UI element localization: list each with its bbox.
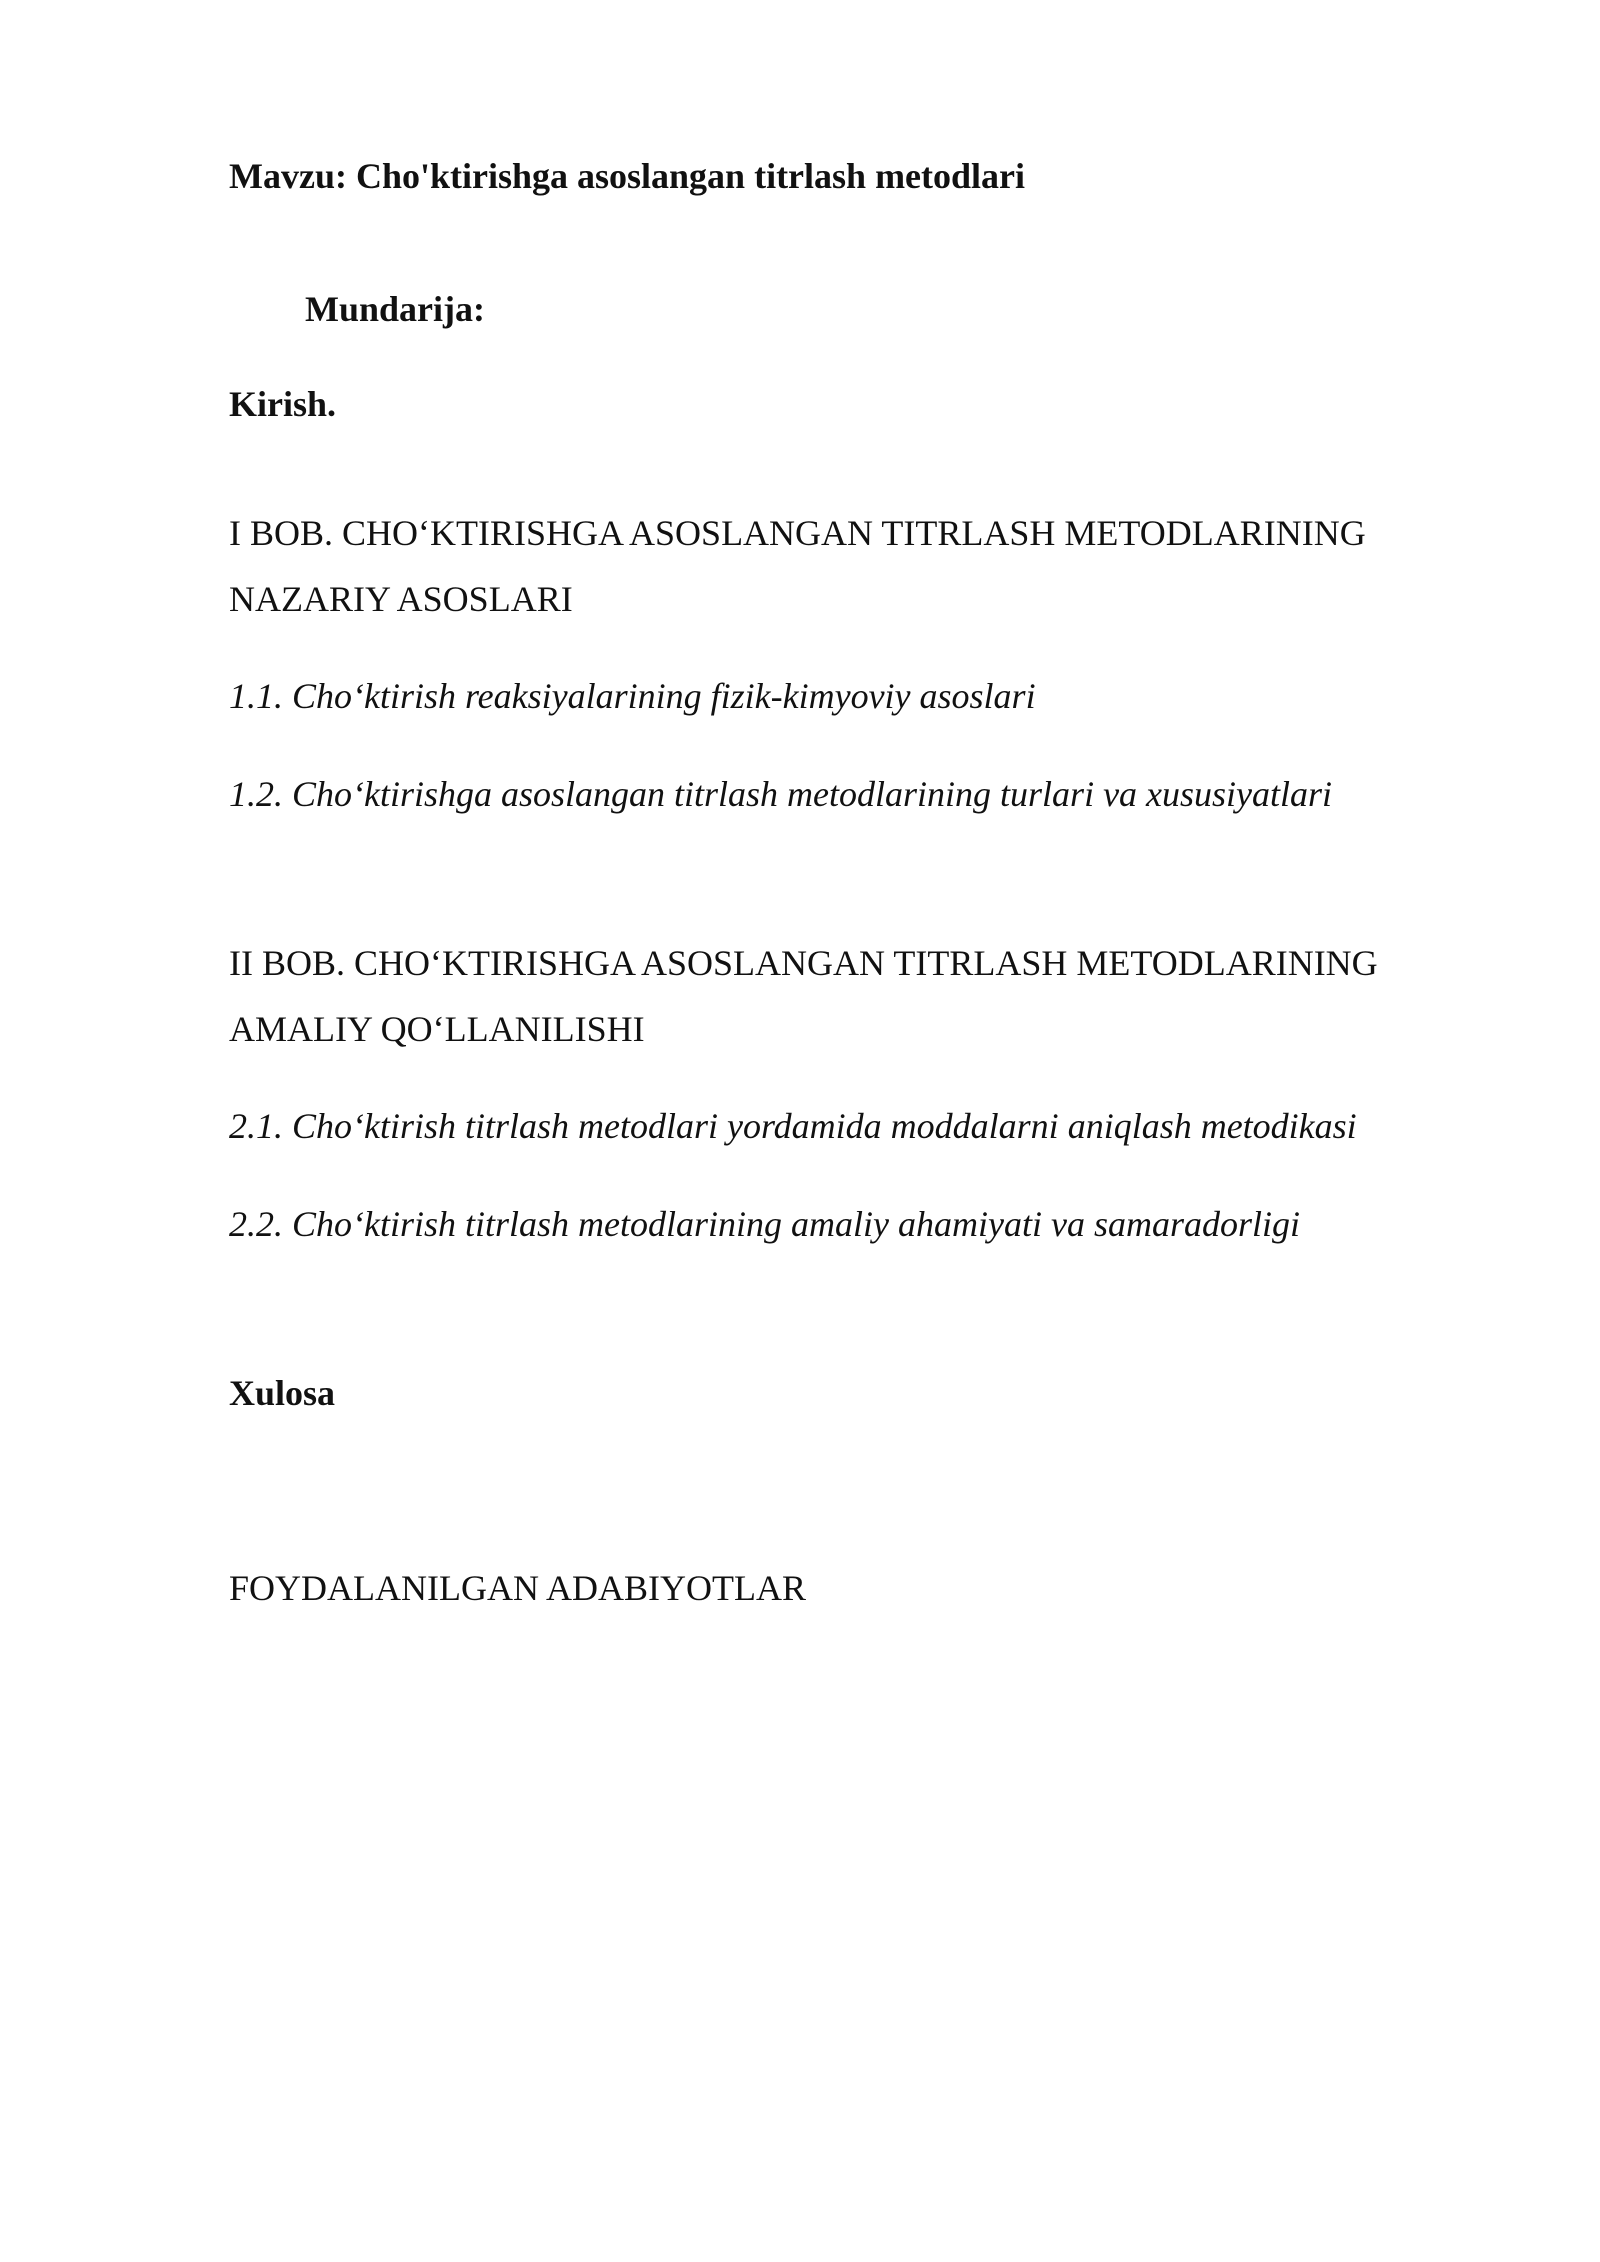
toc-section-1-1: 1.1. Cho‘ktirish reaksiyalarining fizik-kimyoviy asoslari	[229, 676, 1036, 716]
toc-references: FOYDALANILGAN ADABIYOTLAR	[229, 1568, 806, 1608]
chapter-2-title-line-1: II BOB. CHO‘KTIRISHGA ASOSLANGAN TITRLASH METODLARINING	[229, 943, 1378, 983]
toc-section-1-2: 1.2. Cho‘ktirishga asoslangan titrlash metodlarining turlari va xususiyatlari	[229, 774, 1333, 814]
chapter-1-title-line-2: NAZARIY ASOSLARI	[229, 579, 573, 619]
toc-chapter-2	[229, 930, 1469, 1062]
toc-section-2-1: 2.1. Cho‘ktirish titrlash metodlari yordamida moddalarni aniqlash metodikasi	[229, 1106, 1357, 1146]
topic-title: Mavzu: Cho'ktirishga asoslangan titrlash metodlari	[229, 156, 1026, 196]
toc-conclusion: Xulosa	[229, 1373, 336, 1413]
chapter-1-title-line-1: I BOB. CHO‘KTIRISHGA ASOSLANGAN TITRLASH METODLARINING	[229, 513, 1366, 553]
toc-section-2-2: 2.2. Cho‘ktirish titrlash metodlarining amaliy ahamiyati va samaradorligi	[229, 1204, 1300, 1244]
chapter-2-title-line-2: AMALIY QO‘LLANILISHI	[229, 1009, 645, 1049]
contents-heading: Mundarija:	[305, 289, 485, 329]
toc-introduction: Kirish.	[229, 384, 337, 424]
toc-chapter-1	[229, 500, 1469, 632]
